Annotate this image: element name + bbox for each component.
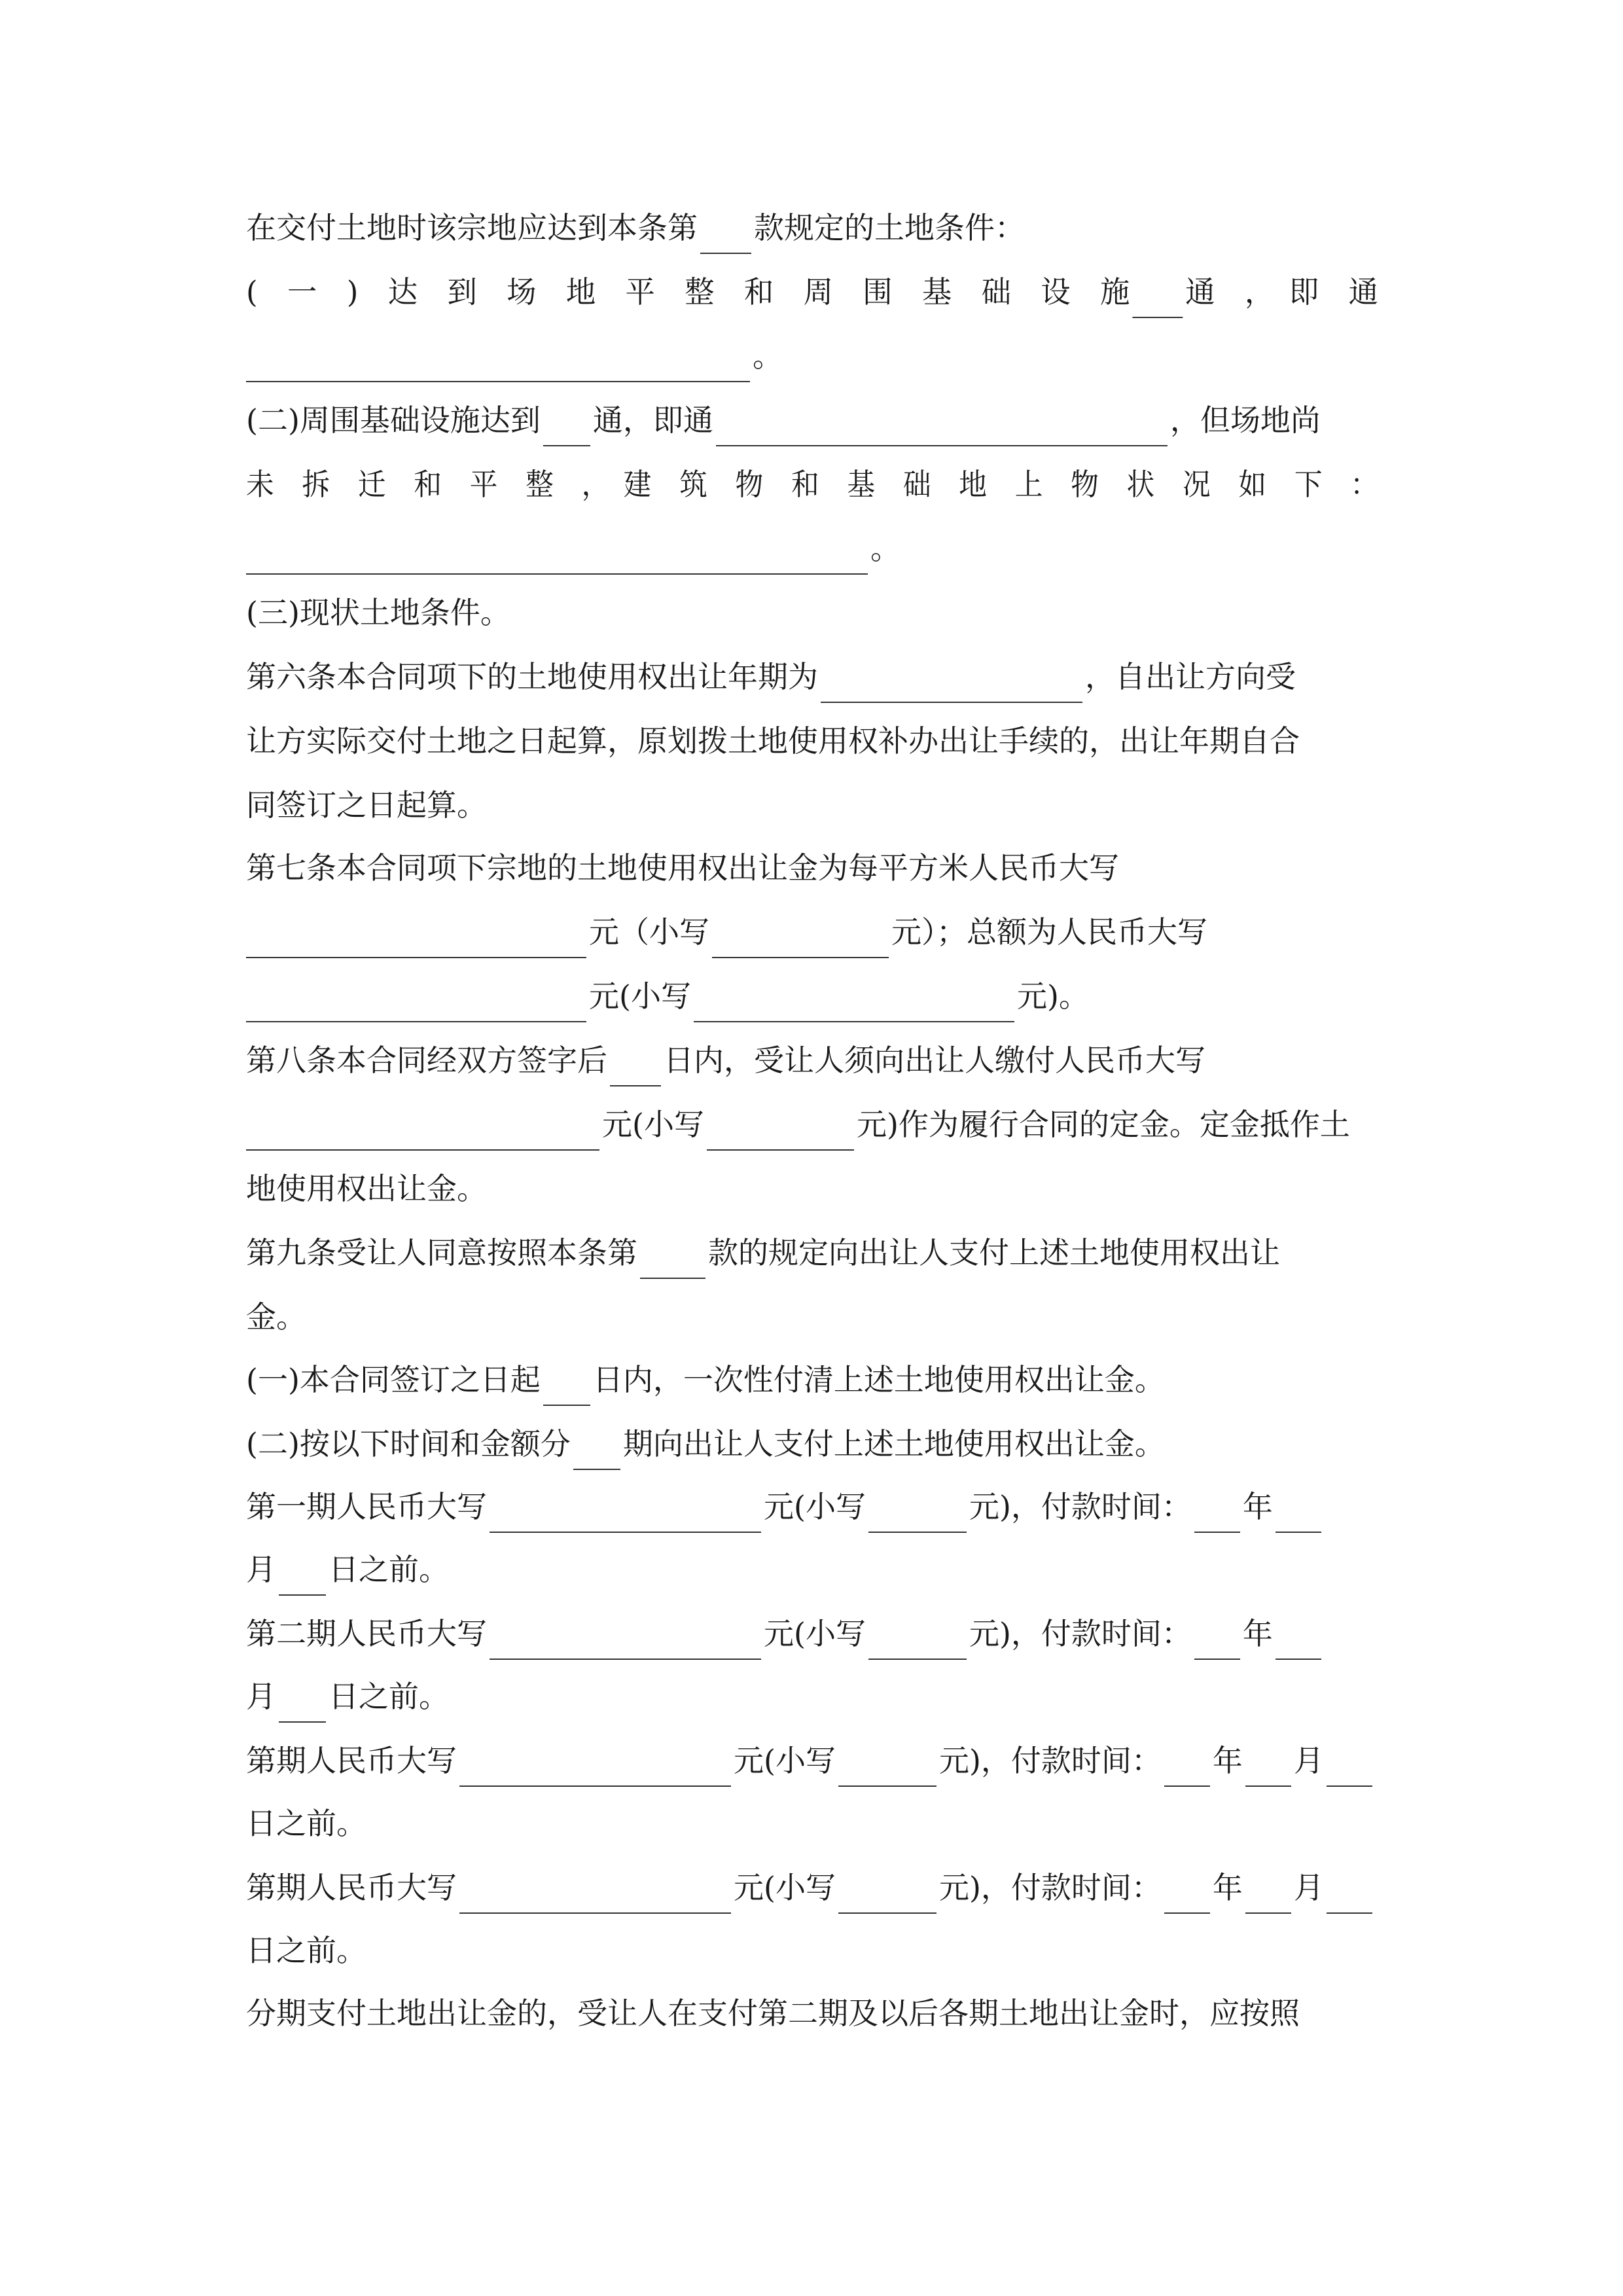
text-segment: 日之前。 <box>329 1679 449 1714</box>
fill-blank[interactable] <box>543 1371 590 1406</box>
text-segment: 第期人民币大写 <box>246 1743 457 1778</box>
fill-blank[interactable] <box>1327 1878 1372 1914</box>
document-line <box>246 715 1378 767</box>
text-segment: 未 拆 迁 和 平 整 ， 建 筑 物 和 基 础 地 上 物 状 况 如 下 ： <box>246 467 1378 502</box>
fill-blank[interactable] <box>868 1498 967 1533</box>
text-segment: 款的规定向出让人支付上述土地使用权出让 <box>708 1235 1280 1270</box>
fill-blank[interactable] <box>246 539 868 575</box>
text-segment: 期向出让人支付上述土地使用权出让金。 <box>622 1426 1165 1462</box>
text-segment: 第期人民币大写 <box>246 1870 457 1905</box>
text-segment: 在交付土地时该宗地应达到本条第 <box>246 210 698 245</box>
fill-blank[interactable] <box>838 1751 936 1787</box>
text-segment: 通 ， 即 通 <box>1185 274 1378 310</box>
document-line <box>246 330 1378 382</box>
text-segment: ，自出让方向受 <box>1085 659 1296 694</box>
text-segment: 元)，付款时间： <box>938 1743 1162 1778</box>
document-line <box>246 1734 1378 1787</box>
text-segment: ，但场地尚 <box>1169 403 1321 438</box>
fill-blank[interactable] <box>279 1560 326 1596</box>
document-line <box>246 394 1378 446</box>
text-segment: 元)作为履行合同的定金。定金抵作土 <box>856 1107 1350 1142</box>
text-segment: 元(小写 <box>764 1616 866 1651</box>
fill-blank[interactable] <box>1132 283 1183 318</box>
document-line <box>246 1354 1378 1406</box>
fill-blank[interactable] <box>1327 1751 1372 1787</box>
fill-blank[interactable] <box>246 987 586 1022</box>
fill-blank[interactable] <box>279 1687 326 1723</box>
text-segment: (二)周围基础设施达到 <box>246 403 541 438</box>
fill-blank[interactable] <box>459 1878 731 1914</box>
document-line <box>246 1480 1378 1533</box>
text-segment: 元(小写 <box>764 1489 866 1524</box>
fill-blank[interactable] <box>712 923 889 958</box>
document-line <box>246 779 1378 831</box>
text-segment: 日内，一次性付清上述土地使用权出让金。 <box>592 1362 1165 1397</box>
text-segment: 元(小写 <box>602 1107 704 1142</box>
text-segment: 元）；总额为人民币大写 <box>891 914 1207 950</box>
text-segment: (二)按以下时间和金额分 <box>246 1426 571 1462</box>
document-line <box>246 651 1378 703</box>
text-segment: 月 <box>1293 1870 1324 1905</box>
text-segment: 年 <box>1242 1489 1273 1524</box>
document-line <box>246 1987 1378 2039</box>
text-segment: 日之前。 <box>329 1552 449 1587</box>
document-line <box>246 458 1378 511</box>
fill-blank[interactable] <box>490 1624 761 1660</box>
fill-blank[interactable] <box>1194 1498 1240 1533</box>
text-segment: 第二期人民币大写 <box>246 1616 487 1651</box>
fill-blank[interactable] <box>1245 1751 1291 1787</box>
text-segment: 元)，付款时间： <box>969 1489 1192 1524</box>
document-line <box>246 1418 1378 1470</box>
text-segment: 月 <box>246 1552 276 1587</box>
text-segment: 日内，受让人须向出让人缴付人民币大写 <box>664 1043 1205 1078</box>
fill-blank[interactable] <box>246 923 586 958</box>
text-segment: 元(小写 <box>734 1743 836 1778</box>
fill-blank[interactable] <box>700 219 751 254</box>
fill-blank[interactable] <box>1164 1878 1210 1914</box>
text-segment: 日之前。 <box>246 1933 366 1968</box>
text-segment: 年 <box>1212 1870 1243 1905</box>
text-segment: 让方实际交付土地之日起算，原划拨土地使用权补办出让手续的，出让年期自合 <box>246 723 1300 759</box>
fill-blank[interactable] <box>640 1244 705 1279</box>
fill-blank[interactable] <box>610 1051 661 1086</box>
document-line <box>246 1924 1378 1977</box>
document-line <box>246 1861 1378 1914</box>
document-line <box>246 842 1378 894</box>
document-line <box>246 1291 1378 1343</box>
text-segment: 。 <box>870 531 901 566</box>
document-line <box>246 202 1378 254</box>
document-line <box>246 1098 1378 1151</box>
fill-blank[interactable] <box>543 411 590 446</box>
fill-blank[interactable] <box>821 668 1082 703</box>
document-line <box>246 522 1378 575</box>
text-segment: 分期支付土地出让金的，受让人在支付第二期及以后各期土地出让金时，应按照 <box>246 1996 1300 2031</box>
document-line <box>246 906 1378 958</box>
document-line <box>246 1797 1378 1850</box>
text-segment: 日之前。 <box>246 1806 366 1841</box>
fill-blank[interactable] <box>490 1498 761 1533</box>
fill-blank[interactable] <box>838 1878 936 1914</box>
fill-blank[interactable] <box>1245 1878 1291 1914</box>
document-line <box>246 586 1378 639</box>
text-segment: 元)，付款时间： <box>969 1616 1192 1651</box>
text-segment: 月 <box>1293 1743 1324 1778</box>
fill-blank[interactable] <box>573 1435 620 1470</box>
text-segment: 年 <box>1212 1743 1243 1778</box>
fill-blank[interactable] <box>246 347 750 382</box>
fill-blank[interactable] <box>1164 1751 1210 1787</box>
text-segment: ( 一 ) 达 到 场 地 平 整 和 周 围 基 础 设 施 <box>246 274 1130 310</box>
document-line <box>246 1034 1378 1086</box>
text-segment: 元(小写 <box>589 978 691 1014</box>
text-segment: 第七条本合同项下宗地的土地使用权出让金为每平方米人民币大写 <box>246 850 1119 886</box>
text-segment: 第八条本合同经双方签字后 <box>246 1043 607 1078</box>
text-segment: 金。 <box>246 1299 306 1335</box>
text-segment: (一)本合同签订之日起 <box>246 1362 541 1397</box>
text-segment: 月 <box>246 1679 276 1714</box>
document-line <box>246 1607 1378 1660</box>
text-segment: 通，即通 <box>592 403 713 438</box>
fill-blank[interactable] <box>707 1115 854 1151</box>
text-segment: 。 <box>753 338 783 374</box>
document-line <box>246 1227 1378 1279</box>
text-segment: 第六条本合同项下的土地使用权出让年期为 <box>246 659 818 694</box>
fill-blank[interactable] <box>246 1115 599 1151</box>
text-segment: 元(小写 <box>734 1870 836 1905</box>
text-segment: 同签订之日起算。 <box>246 787 487 823</box>
document-line <box>246 1670 1378 1723</box>
fill-blank[interactable] <box>1275 1498 1321 1533</box>
fill-blank[interactable] <box>716 411 1168 446</box>
text-segment: 元（小写 <box>589 914 709 950</box>
text-segment: 第一期人民币大写 <box>246 1489 487 1524</box>
text-segment: 第九条受让人同意按照本条第 <box>246 1235 637 1270</box>
document-line <box>246 1162 1378 1215</box>
text-segment: (三)现状土地条件。 <box>246 595 510 630</box>
fill-blank[interactable] <box>1194 1624 1240 1660</box>
fill-blank[interactable] <box>694 987 1014 1022</box>
text-segment: 地使用权出让金。 <box>246 1171 487 1206</box>
fill-blank[interactable] <box>459 1751 731 1787</box>
document-line <box>246 266 1378 318</box>
text-segment: 元)。 <box>1016 978 1089 1014</box>
document-line <box>246 970 1378 1022</box>
fill-blank[interactable] <box>868 1624 967 1660</box>
text-segment: 年 <box>1242 1616 1273 1651</box>
text-segment: 元)，付款时间： <box>938 1870 1162 1905</box>
fill-blank[interactable] <box>1275 1624 1321 1660</box>
text-segment: 款规定的土地条件： <box>754 210 1025 245</box>
document-line <box>246 1543 1378 1596</box>
